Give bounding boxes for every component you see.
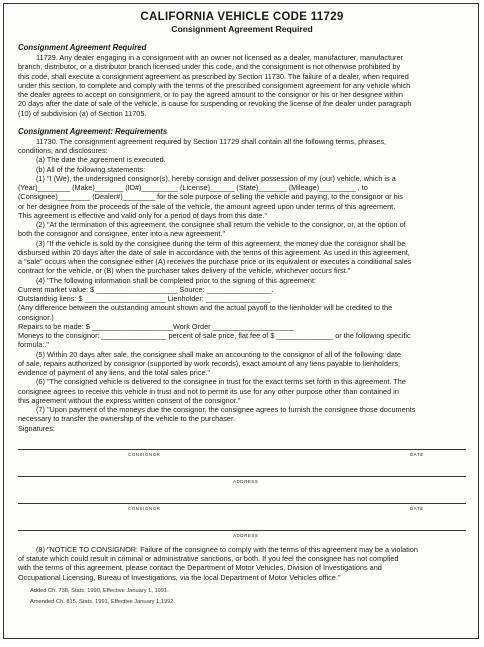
address-caption: ADDRESS	[233, 478, 259, 484]
text-line: (b) All of the following statements:	[36, 164, 146, 174]
text-line: under this section, to complete and comply with the terms of the prescribed consignment agreement for any vehicle which	[18, 80, 411, 90]
text-line: (4) "The following information shall be completed prior to the signing of this agreement:	[36, 275, 317, 285]
text-line: (8) "NOTICE TO CONSIGNOR: Failure of the consignee to comply with the terms of this agreement may be a violation	[36, 544, 418, 554]
legislative-history	[18, 586, 466, 608]
document-title: CALIFORNIA VEHICLE CODE 11729	[140, 11, 344, 23]
text-line: the dealer agrees to accept on consignment, or to pay the agreed amount to the consignor or his or her designee within	[18, 90, 403, 99]
consignor-caption: CONSIGNOR	[128, 505, 161, 511]
text-line: (5) Within 20 days after sale, the consignee shall make an accounting to the consignor of all of the following: date	[36, 349, 402, 359]
text-line: (1) "I (We), the undersigned consignor(s), hereby consign and deliver possession of my (our) vehicle, which is a	[36, 173, 396, 183]
text-line: (Consignee)________ (Dealer#)________ for the sole purpose of selling the vehicle and paying, to the consignor or his	[18, 192, 403, 202]
section-11729-text	[18, 53, 466, 118]
text-line: formula:."	[18, 340, 49, 350]
signatures-label: Signatures:	[18, 423, 55, 433]
text-line: consignee agrees to receive this vehicle in trust and not to permit its use for any other purpose other than contained in	[18, 386, 399, 396]
text-line: 20 days after the date of sale of the vehicle, is cause for suspending or revoking the license of the dealer under paragraph	[18, 99, 412, 109]
text-line: (Year)________ (Make)_______ (ID#)_________ (License)______ (State)_______ (Mileage)_________ , to	[18, 183, 368, 192]
text-line: consignor.)	[18, 312, 54, 322]
text-line: with the terms of this agreement, please contact the Department of Motor Vehicles, Division of Investigations and	[18, 563, 382, 573]
form-line-market-value: Current market value: $ ____________________ Source: ________________.	[18, 284, 274, 294]
text-line: (a) The date the agreement is executed.	[36, 155, 166, 165]
history-added: Added Ch. 738, Stats. 1990, Effective January 1, 1991.	[30, 587, 169, 594]
text-line: evidence of payment of any liens, and the total sales price."	[18, 368, 211, 377]
form-line-liens: Outstanding liens: $ ____________________ Lienholder: ________________	[18, 294, 271, 303]
text-line: contract for the vehicle, or (B) when the purchaser takes delivery of the vehicle, whichever occurs first."	[18, 266, 351, 276]
text-line: a "sale" occurs when the consignee either (A) receives the purchase price or its equivalent or executes a conditional sales	[18, 257, 412, 266]
section-heading-requirements: Consignment Agreement: Requirements	[18, 126, 168, 136]
text-line: (3) "If the vehicle is sold by the consignee during the term of this agreement, the money due the consignor shall be	[36, 238, 406, 248]
document-subtitle: Consignment Agreement Required	[171, 24, 313, 34]
date-caption: DATE	[410, 505, 424, 511]
text-line: or her designee from the proceeds of the sale of the vehicle, the amount agreed upon under terms of this agreement.	[18, 201, 396, 211]
section-heading-required: Consignment Agreement Required	[18, 43, 147, 52]
address-line-2[interactable]	[18, 519, 466, 538]
text-line: this agreement without the express written consent of the consignor."	[18, 395, 241, 405]
section-11730-text	[18, 137, 466, 424]
text-line: this code, shall execute a consignment agreement as prescribed by Section 11730. The failure of a dealer, when required	[18, 71, 409, 81]
history-amended: Amended Ch. 815, Stats. 1991, Effective January 1,1992.	[30, 598, 176, 605]
date-caption: DATE	[410, 451, 424, 457]
text-line: 11730. The consignment agreement required by Section 11729 shall contain all the following terms, phrases,	[36, 136, 387, 146]
consignor-caption: CONSIGNOR	[128, 451, 161, 457]
consignor-signature-line-2[interactable]	[18, 492, 466, 511]
text-line: disbursed within 20 days after the date of sale in accordance with the terms of this agreement. As used in this agreement,	[18, 247, 410, 257]
document-page	[3, 3, 479, 639]
text-line: necessary to transfer the ownership of the vehicle to the purchaser.	[18, 414, 236, 424]
text-line: of sale, repairs authorized by consignor (supported by work records), exact amount of any liens payable to lienholders,	[18, 358, 401, 368]
text-line: branch, distributor, or a distributor branch licensed under this code, and the consignment is not otherwise prohibited by	[18, 62, 401, 72]
text-line: Occupational Licensing, Bureau of Investigations, via the local Department of Motor Vehicles office."	[18, 572, 341, 582]
form-line-repairs: Repairs to be made: $ ____________________Work Order ____________________	[18, 321, 294, 331]
address-line-1[interactable]	[18, 465, 466, 484]
text-line: (10) of subdivision (a) of Section 11705.	[18, 108, 147, 118]
text-line: both the consignor and consignee, enter into a new agreement."	[18, 229, 226, 239]
text-line: This agreement is effective and valid only for a period of days from this date."	[18, 210, 268, 220]
consignor-signature-line-1[interactable]	[18, 438, 466, 457]
text-line: (6) "The consigned vehicle is delivered to the consignee in trust for the exact terms set forth in this agreement. The	[36, 377, 406, 387]
text-line: conditions, and disclosures:	[18, 146, 108, 155]
address-caption: ADDRESS	[233, 532, 259, 538]
text-line: (Any difference between the outstanding amount shown and the actual payoff to the lienholder will be credited to the	[18, 303, 393, 313]
text-line: (7) "Upon payment of the moneys due the consignor, the consignee agrees to furnish the consignee those documents	[36, 405, 416, 414]
form-line-moneys: Moneys to the consignor: ________________ percent of sale price, flat fee of $ ______________ or the following specific	[18, 331, 411, 340]
notice-to-consignor	[18, 545, 466, 582]
text-line: of statute which could result in criminal or administrative sanctions, or both. If you feel the consignee has not complied	[18, 554, 399, 563]
text-line: (2) "At the termination of this agreement, the consignee shall return the vehicle to the consignor, or, at the option of	[36, 220, 406, 229]
text-line: 11729. Any dealer engaging in a consignment with an owner not licensed as a dealer, manufacturer, manufacturer	[36, 53, 403, 62]
